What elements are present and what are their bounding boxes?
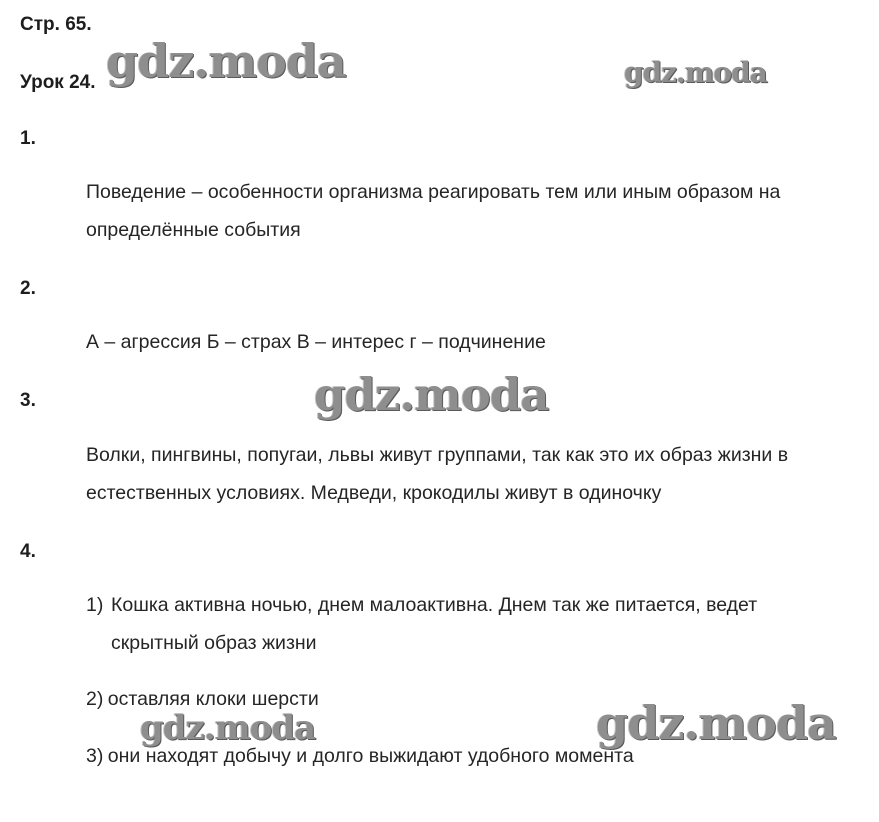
list-marker: 3) [86,745,104,767]
watermark: gdz.moda [314,368,549,421]
task-number: 3. [20,390,36,411]
list-marker: 1) [86,594,104,616]
task-answer: Поведение – особенности организма реагировать тем или иным образом на определённые события [86,181,781,241]
lesson-heading: Урок 24. [20,72,96,93]
task-number: 1. [20,128,36,149]
list-item [86,737,634,775]
task-number: 2. [20,278,36,299]
task-number: 4. [20,541,36,562]
watermark: gdz.moda [624,56,767,89]
list-item-text: они находят добычу и долго выжидают удобного момента [107,745,634,767]
list-item-text: оставляя клоки шерсти [107,688,319,710]
list-item [86,586,856,662]
list-marker: 2) [86,688,104,710]
watermark: gdz.moda [596,696,836,750]
task-answer: А – агрессия Б – страх В – интерес г – подчинение [86,331,546,353]
list-item [86,680,319,718]
watermark: gdz.moda [106,34,346,88]
watermark: gdz.moda [140,708,316,748]
page-reference: Стр. 65. [20,14,92,35]
list-item-text: Кошка активна ночью, днем малоактивна. Днем так же питается, ведет скрытный образ жизни [111,594,758,654]
task-answer: Волки, пингвины, попугаи, львы живут группами, так как это их образ жизни в естественных условиях. Медведи, крокодилы живут в одиночку [86,444,789,504]
